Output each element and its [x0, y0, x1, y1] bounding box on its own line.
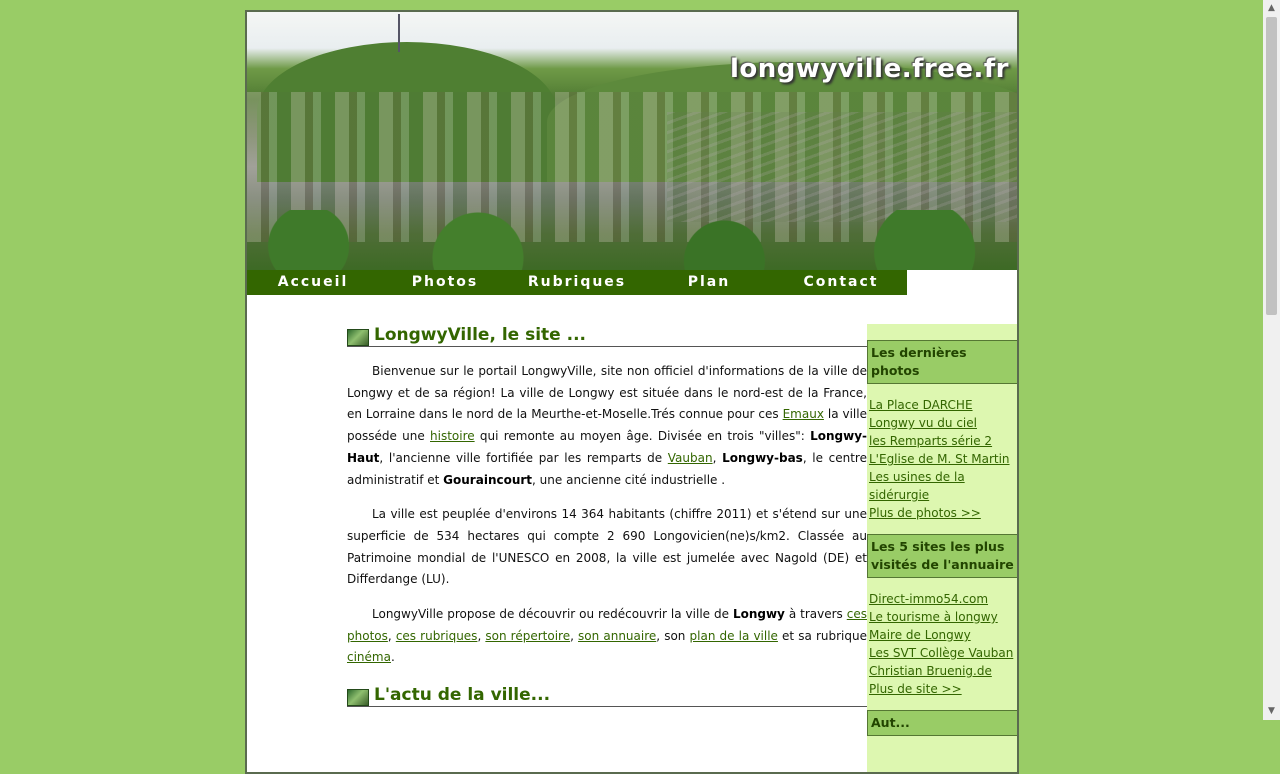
inline-link[interactable]: Emaux: [782, 407, 824, 422]
nav-rubriques[interactable]: Rubriques: [527, 274, 627, 290]
section-thumbnail-icon: [347, 689, 369, 706]
inline-link[interactable]: plan de la ville: [689, 628, 778, 643]
bold-text: Longwy-bas: [722, 450, 803, 465]
sidebar-photo-link[interactable]: La Place DARCHE: [869, 398, 973, 412]
bold-text: Gouraincourt: [443, 472, 533, 487]
page-container: [245, 10, 1019, 774]
section-heading: LongwyVille, le site ...: [374, 325, 586, 345]
sidebar: [867, 324, 1017, 772]
banner-antenna: [398, 14, 400, 52]
header-banner-image: [247, 12, 1017, 270]
scroll-down-arrow-icon[interactable]: ▼: [1268, 706, 1275, 716]
inline-link[interactable]: ces photos: [347, 607, 867, 643]
sidebar-heading-other: Aut...: [867, 710, 1017, 736]
sidebar-photo-link[interactable]: Longwy vu du ciel: [869, 416, 977, 430]
sidebar-site-link[interactable]: Plus de site >>: [869, 682, 962, 696]
sidebar-site-link[interactable]: Le tourisme à longwy: [869, 610, 998, 624]
nav-contact[interactable]: Contact: [803, 274, 879, 290]
inline-link[interactable]: ces rubriques: [395, 628, 478, 643]
vertical-scrollbar[interactable]: [1263, 0, 1280, 720]
sidebar-photo-link[interactable]: L'Eglise de M. St Martin: [869, 452, 1010, 466]
banner-railway: [667, 112, 1017, 222]
sidebar-photo-link[interactable]: les Remparts série 2: [869, 434, 993, 448]
inline-link[interactable]: cinéma: [347, 650, 391, 665]
nav-accueil[interactable]: Accueil: [277, 274, 349, 290]
scroll-up-arrow-icon[interactable]: ▲: [1268, 3, 1275, 13]
scrollbar-thumb[interactable]: [1266, 17, 1277, 315]
bold-text: Longwy-Haut: [347, 429, 867, 465]
sidebar-site-link[interactable]: Direct-immo54.com: [869, 592, 989, 606]
sidebar-photos-list: [867, 384, 1017, 534]
sidebar-heading-sites: Les 5 sites les plus visités de l'annuaire: [867, 534, 1017, 578]
nav-photos[interactable]: Photos: [411, 274, 479, 290]
nav-plan[interactable]: Plan: [687, 274, 731, 290]
sidebar-sites-list: [867, 578, 1017, 710]
main-content: [347, 322, 867, 721]
sidebar-site-link[interactable]: Les SVT Collège Vauban: [869, 646, 1014, 660]
population-paragraph: La ville est peuplée d'environs 14 364 habitants (chiffre 2011) et s'étend sur une superficie de 534 hectares qui compte 2 690 Longovicien(ne)s/km2. Classée au Patrimoine mondial de l'UNESCO en 2008, la ville est jumelée avec Nagold (DE) et Differdange (LU).: [347, 507, 867, 587]
sidebar-site-link[interactable]: Christian Bruenig.de: [869, 664, 992, 678]
sidebar-photo-link[interactable]: Les usines de la sidérurgie: [869, 470, 965, 502]
sidebar-photo-link[interactable]: Plus de photos >>: [869, 506, 981, 520]
sidebar-heading-photos: Les dernières photos: [867, 340, 1017, 384]
inline-link[interactable]: son annuaire: [578, 628, 657, 643]
section-title-actu: [347, 682, 867, 707]
inline-link[interactable]: histoire: [430, 429, 475, 444]
bold-text: Longwy: [732, 607, 785, 622]
inline-link[interactable]: son répertoire: [485, 628, 571, 643]
intro-paragraph: Bienvenue sur le portail LongwyVille, site non officiel d'informations de la ville de Longwy et de sa région! La ville de Longwy est située dans le nord-est de la France, en Lorraine dans le nord de la Meurthe-et-Moselle.Trés connue pour ces Emaux la ville posséde une histoire qui remonte au moyen âge. Divisée en trois "villes": Longwy-Haut, l'ancienne ville fortifiée par les remparts de Vauban, Longwy-bas, le centre administratif et Gouraincourt, une ancienne cité industrielle .: [347, 364, 867, 487]
discover-paragraph: LongwyVille propose de découvrir ou redécouvrir la ville de Longwy à travers ces photos, ces rubriques, son répertoire, son annuaire, son plan de la ville et sa rubrique cinéma.: [347, 607, 867, 665]
sidebar-site-link[interactable]: Maire de Longwy: [869, 628, 971, 642]
section-title-site: [347, 322, 867, 347]
section-heading: L'actu de la ville...: [374, 685, 551, 706]
main-nav: [247, 270, 907, 295]
section-thumbnail-icon: [347, 329, 369, 346]
site-title: longwyville.free.fr: [730, 54, 1009, 84]
inline-link[interactable]: Vauban: [667, 450, 713, 465]
banner-trees: [247, 210, 1017, 270]
